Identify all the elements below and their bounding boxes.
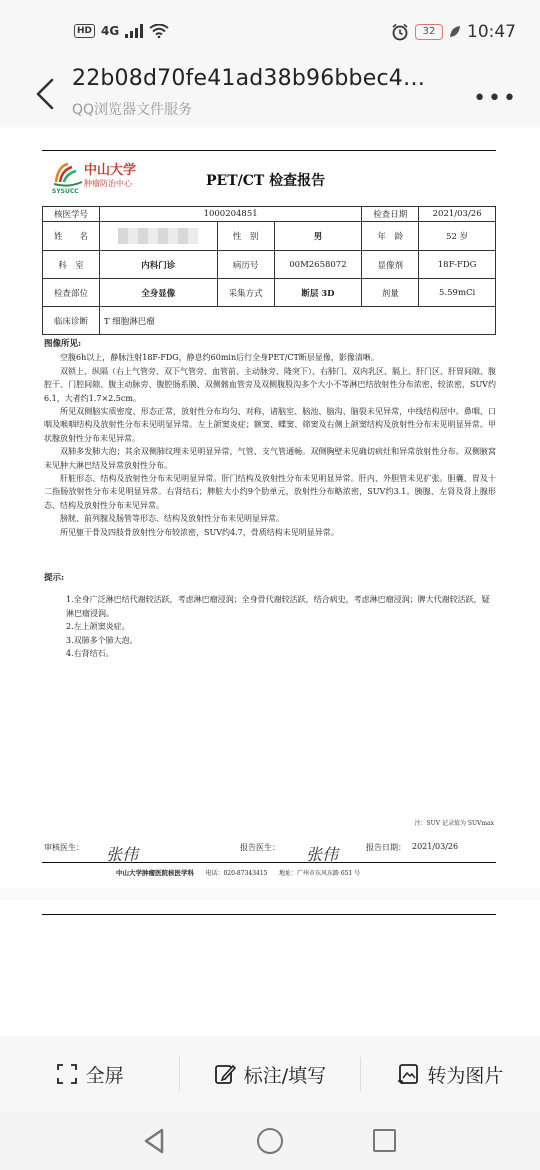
report-date-label: 报告日期： <box>366 843 406 852</box>
alarm-icon <box>391 23 409 41</box>
nav-back-icon[interactable] <box>143 1128 165 1154</box>
status-left <box>74 24 169 38</box>
network-label: 4G <box>101 24 120 38</box>
finding-paragraph: 膀胱、前列腺及肠管等形态、结构及放射性分布未见明显异常。 <box>60 514 284 524</box>
reviewer-label: 审核医生： <box>44 843 84 852</box>
record-value: 00M2658072 <box>274 251 362 279</box>
convert-image-button[interactable] <box>361 1036 540 1112</box>
title-bar <box>0 66 540 126</box>
reporter-label: 报告医生： <box>240 843 280 852</box>
exam-no-value: 1000204851 <box>99 207 361 222</box>
fullscreen-icon <box>56 1063 78 1085</box>
page-footer <box>116 868 360 877</box>
method-label: 采集方式 <box>217 279 274 307</box>
impression-item: 3.双肺多个肺大泡。 <box>66 635 138 645</box>
annotate-label: 标注/填写 <box>243 1064 327 1087</box>
document-source: QQ浏览器文件服务 <box>72 102 193 118</box>
dept-label: 科 室 <box>43 251 100 279</box>
clock: 10:47 <box>467 22 516 42</box>
finding-paragraph: 肝脏形态、结构及放射性分布未见明显异常。肝门结构及放射性分布未见明显异常。肝内、外胆管未见扩张。胆囊、胃及十二指肠放射性分布未见明显异常。右肾结石；脾脏大小约9个肋单元，放射性分布略浓密，SUV约3.1。胰腺、左肾及肾上腺形态、结构及放射性分布未见异常。 <box>44 474 496 510</box>
next-page-rule <box>42 914 496 915</box>
system-nav-bar <box>0 1112 540 1170</box>
more-icon[interactable]: ••• <box>473 86 518 111</box>
back-arrow-icon[interactable] <box>28 72 64 116</box>
nav-home-icon[interactable] <box>257 1128 283 1154</box>
hospital-logo <box>48 158 148 196</box>
signature-row <box>44 836 496 864</box>
nav-recents-icon[interactable] <box>373 1129 396 1152</box>
finding-paragraph: 空腹6h以上，静脉注射18F-FDG，静息约60min后行全身PET/CT断层显像，影像清晰。 <box>60 353 379 363</box>
finding-paragraph: 双锁上、纵隔（右上气管旁、双下气管旁、血管前、主动脉旁、隆突下）、右肺门、双内乳区、膈上、肝门区、肝胃间隙、腹腔干、门腔间隙、腹主动脉旁、腹腔肠系膜、双侧髂血管旁及双侧腹股沟多个大小不等淋巴结放射性分布浓密、较浓密，SUV约6.1，大者约1.7×2.5cm。 <box>44 366 496 403</box>
footer-phone: 电话：020-87343415 <box>205 870 268 877</box>
table-row <box>43 251 496 279</box>
report-page <box>0 128 540 888</box>
leaf-icon <box>449 25 461 39</box>
hd-badge: HD <box>74 24 95 38</box>
impression-section <box>44 572 496 660</box>
status-right <box>391 22 516 42</box>
tracer-label: 显像剂 <box>362 251 419 279</box>
dose-label: 剂量 <box>362 279 419 307</box>
impression-heading: 提示: <box>44 573 65 583</box>
battery-indicator: 32 <box>415 24 443 40</box>
report-date-value: 2021/03/26 <box>412 842 459 851</box>
diagnosis-value: T 细胞淋巴瘤 <box>99 307 495 335</box>
logo-subtitle: 肿瘤防治中心 <box>84 179 132 188</box>
table-row <box>43 222 496 251</box>
dose-value: 5.59mCi <box>419 279 496 307</box>
record-label: 病历号 <box>217 251 274 279</box>
age-value: 52 岁 <box>419 222 496 251</box>
finding-paragraph: 所见躯干骨及四肢骨放射性分布较浓密，SUV约4.7，骨质结构未见明显异常。 <box>60 527 339 537</box>
method-value: 断层 3D <box>274 279 362 307</box>
table-row <box>43 307 496 335</box>
diagnosis-label: 临床诊断 <box>43 307 100 335</box>
finding-paragraph: 双肺多发肺大泡；其余双侧肺纹理未见明显异常，气管、支气管通畅。双侧胸壁未见确切病灶和异常放射性分布。双侧腋窝未见肿大淋巴结及异常放射性分布。 <box>44 447 496 470</box>
edit-icon <box>214 1063 236 1085</box>
wifi-icon <box>149 24 169 38</box>
document-viewer[interactable] <box>0 126 540 1036</box>
logo-name: 中山大学 <box>84 163 137 178</box>
bottom-toolbar <box>0 1036 540 1112</box>
footer-address: 地址：广州市东风东路 651 号 <box>278 870 361 877</box>
gender-value: 男 <box>274 222 362 251</box>
dept-value: 内科门诊 <box>99 251 217 279</box>
table-row <box>43 207 496 222</box>
image-convert-icon <box>397 1063 419 1085</box>
footer-rule <box>42 862 496 863</box>
findings-heading: 图像所见: <box>44 339 82 349</box>
exam-date-label: 检查日期 <box>362 207 419 222</box>
convert-image-label: 转为图片 <box>427 1064 504 1087</box>
impression-item: 2.左上颌窦炎症。 <box>66 622 130 632</box>
table-row <box>43 279 496 307</box>
footer-department: 中山大学肿瘤医院核医学科 <box>116 869 194 877</box>
reporter-signature: 张伟 <box>306 845 339 864</box>
logo-mark-icon <box>52 160 84 190</box>
region-label: 检查部位 <box>43 279 100 307</box>
exam-no-label: 核医学号 <box>43 207 100 222</box>
header-rule <box>42 150 496 151</box>
signal-icon <box>125 24 143 38</box>
redacted-name <box>118 228 198 244</box>
age-label: 年 龄 <box>362 222 419 251</box>
patient-info-table <box>42 206 496 335</box>
annotate-button[interactable] <box>180 1036 359 1112</box>
findings-section <box>44 338 496 539</box>
tracer-value: 18F-FDG <box>419 251 496 279</box>
logo-abbr: SYSUCC <box>52 188 79 195</box>
status-bar <box>0 0 540 66</box>
impression-item: 1.全身广泛淋巴结代谢较活跃，考虑淋巴瘤浸润；全身骨代谢较活跃，结合病史，考虑淋巴瘤浸润；脾大代谢较活跃，疑淋巴瘤浸润。 <box>66 595 490 618</box>
reviewer-signature: 张伟 <box>106 845 139 864</box>
document-title: 22b08d70fe41ad38b96bbec4… <box>72 66 426 91</box>
impression-item: 4.右肾结石。 <box>66 649 114 659</box>
name-label: 姓 名 <box>43 222 100 251</box>
report-title: PET/CT 检查报告 <box>206 173 326 189</box>
region-value: 全身显像 <box>99 279 217 307</box>
suv-note: 注：SUV 记录值为 SUVmax <box>414 820 494 827</box>
name-value <box>99 222 217 251</box>
gender-label: 性 别 <box>217 222 274 251</box>
finding-paragraph: 所见双侧脑实质密度、形态正常，放射性分布均匀、对称，诸脑室、脑池、脑沟、脑裂未见异常，中线结构居中。鼻咽、口咽及喉咽结构及放射性分布未见明显异常。左上颌窦炎症；额窦、蝶窦、筛窦及右侧上颌窦结构及放射性分布未见明显异常。甲状腺放射性分布未见异常。 <box>44 407 496 443</box>
fullscreen-button[interactable] <box>0 1036 179 1112</box>
next-page <box>0 900 540 1040</box>
fullscreen-label: 全屏 <box>85 1064 124 1087</box>
exam-date-value: 2021/03/26 <box>419 207 496 222</box>
